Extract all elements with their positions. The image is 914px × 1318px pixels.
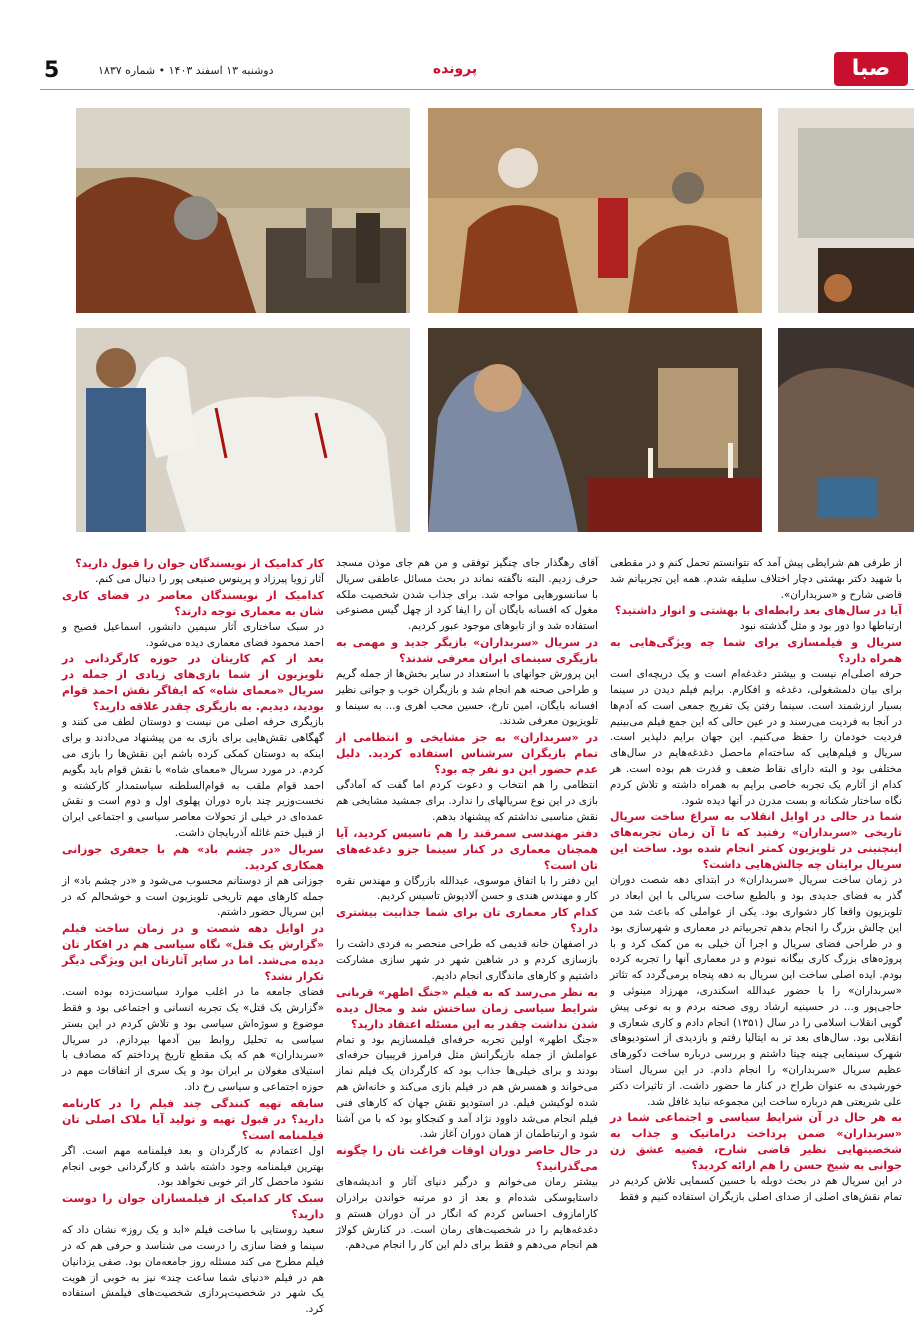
text-column-middle — [336, 556, 598, 1256]
photo-man-with-white-horse — [76, 328, 410, 532]
interview-answer: «جنگ اطهر» اولین تجربه حرفه‌ای فیلمسازیم بود و تمام عواملش از جمله بازیگرانش مثل فرامرز قریبیان حرفه‌ای بودند و برای خیلی‌ها جذاب بود که کارگردان یک فیلم نماز می‌خواند و همسرش هم در فیلم بازی می‌کند و خانه‌اش هم شده لوکیشن فیلم. در استودیو نقش جهان که کارهای فنی فیلم انجام می‌شد داوود نژاد آمد و کنجکاو بود که با من آشنا شود و ارتباطمان از همان دوران آغاز شد. — [336, 1033, 598, 1141]
interview-answer: ارتباطها دوا دور بود و مثل گذشته نبود — [740, 620, 902, 633]
page-number: 5 — [44, 58, 60, 83]
text-column-left — [62, 556, 324, 1316]
interview-answer: بیشتر رمان می‌خوانم و درگیر دنیای آثار و اندیشه‌های داستایوسکی شده‌ام و بعد از دو مرتبه خواندن برادران کارامازوف احساس کردم که انگار در آن دوران هستم و دغدغه‌هایم را در شخصیت‌های رمان است. در کنارش کولاژ هم انجام می‌دهم و فقط برای دلم این کار را انجام می‌دهم. — [336, 1176, 598, 1252]
interview-question: دفتر مهندسی سمرقند را هم تاسیس کردید، آیا همچنان معماری در کنار سینما جزو دغدغه‌های تان است؟ — [336, 826, 598, 872]
interview-answer: آقای رهگذار جای چنگیز توفقی و من هم جای موذن مسجد حرف زدیم. البته ناگفته نماند در بحث مسائل عاطفی سریال با سانسورهایی مواجه شد. برای جذاب شدن شخصیت ملکه مغول که افسانه بایگان آن را ایفا کرد از چهل گیس مصنوعی استفاده شد و از تابوهای موجود عبور کردیم. — [336, 557, 598, 633]
photo-scene-cropped — [778, 328, 914, 532]
interview-question: شما در حالی در اوایل انقلاب به سراغ ساخت سریال تاریخی «سربداران» رفتید که تا آن زمان تجربه‌های اینچنینی در تلویزیون کمتر انجام شده بود. ساخت این سریال برایتان چه چالش‌هایی داشت؟ — [610, 810, 902, 872]
interview-answer: در سبک ساختاری آثار سیمین دانشور، اسماعیل فصیح و احمد محمود فضای معماری دیده می‌شود. — [62, 620, 324, 649]
interview-answer: فضای جامعه ما در اغلب موارد سیاست‌زده بوده است. «گزارش یک قتل» یک تجربه انسانی و اجتماعی بود و فقط موضوع و سوژه‌اش سیاسی بود و تلاش کردم در این بستر سیاسی به تحلیل روابط بین آدمها بپردازم. در سریال «سربداران» هم که یک مقطع تاریخ پرداختم که مصادف با استیلای مغولان بر ایران بود و یک سری از اتفاقات مهم در حوزه اجتماعی و سیاسی رخ داد. — [62, 986, 324, 1093]
issue-info: دوشنبه ۱۳ اسفند ۱۴۰۳ • شماره ۱۸۳۷ — [98, 64, 274, 77]
section-title: پرونده — [432, 61, 478, 77]
interview-question: کار کدامیک از نویسندگان جوان را قبول دارید؟ — [75, 557, 324, 570]
interview-question: سبک کار کدامیک از فیلمسازان جوان را دوست دارید؟ — [62, 1192, 324, 1222]
photo-woman-in-hijab-with-candles — [428, 328, 762, 532]
interview-answer: سعید روستایی با ساخت فیلم «ابد و یک روز» نشان داد که سینما و فضا سازی را درست می شناسد و حرفی هم که در فیلم مطرح می کند مسئله روز جامعه‌مان بود. صفی یزدانیان هم در فیلم «دنیای شما ساعت چند» نیز به خوبی از هویت یک شهر در شخصیت‌پردازی شخصیت‌های فیلمش استفاده کرد. — [62, 1224, 324, 1316]
interview-answer: در این سریال هم در بحث دوبله با حسین کسمایی تلاش کردیم در تمام نقش‌های اصلی از صدای اصلی بازیگران استفاده کنیم و فقط — [610, 1175, 902, 1204]
publication-logo: صبا — [834, 52, 908, 86]
photo-men-on-horses — [428, 108, 762, 313]
text-column-right — [610, 556, 902, 1256]
interview-answer: بازیگری حرفه اصلی من نیست و دوستان لطف می کنند و گهگاهی نقش‌هایی برای بازی به من پیشنهاد می‌دادند و برای اینکه به دوستان کمکی کرده باشم این نقش‌ها را بازی می کردم. در مورد سریال «معمای شاه» با نقش قوام باید بگویم احمد قوام ملقب به قوام‌السلطنه سیاستمدار کارکشته و نخست‌وزیر چند باره دوران پهلوی اول و دوم است و نقش عمده‌ای در خیلی از تحولات معاصر سیاسی و اجتماعی ایران از قبیل ختم غائله آذربایجان داشت. — [62, 716, 324, 839]
interview-question: سریال «در چشم باد» هم با جعفری جوزانی همکاری کردید. — [62, 842, 324, 872]
interview-answer: آثار زویا پیرزاد و پرینوس صنیعی پور را دنبال می کنم. — [95, 573, 324, 585]
interview-answer: جوزانی هم از دوستانم محسوب می‌شود و «در چشم باد» از جمله کارهای مهم تاریخی تلویزیون است و خوشحالم که در این سریال حضور داشتم. — [62, 874, 324, 919]
interview-question: کدام کار معماری تان برای شما جذابیت بیشتری دارد؟ — [336, 906, 598, 936]
photo-horse-rider-battle — [76, 108, 410, 313]
interview-answer: انتظامی را هم انتخاب و دعوت کردم اما گفت که آمادگی بازی در این نوع سریالهای را ندارد. برای جمشید مشایخی هم نقش مناسبی نداشتم که پیشنهاد بدهم. — [336, 779, 598, 823]
interview-question: در حال حاضر دوران اوقات فراغت تان را چگونه می‌گذرانید؟ — [336, 1144, 598, 1174]
interview-question: بعد از کم کاریتان در حوزه کارگردانی در تلویزیون از شما بازی‌های زیادی از جمله در سریال «معمای شاه» که ایفاگر نقش احمد قوام بودید، دیدیم. به بازیگری چقدر علاقه دارید؟ — [62, 652, 324, 714]
interview-question: کدامیک از نویسندگان معاصر در فضای کاری شان به معماری توجه دارند؟ — [62, 588, 324, 618]
interview-question: به هر حال در آن شرایط سیاسی و اجتماعی شما در «سربداران» ضمن پرداخت دراماتیک و جذاب به شخصیتهایی نظیر قاضی شارح، قضیه عشق زن جوانی به شیخ حسن را هم ارائه کردید؟ — [610, 1111, 902, 1173]
interview-question: در اوایل دهه شصت و در زمان ساخت فیلم «گزارش یک قتل» نگاه سیاسی هم در افکار تان دیده می‌شد. اما در سایر آثارتان این ویژگی دیگر تکرار نشد؟ — [62, 922, 324, 984]
interview-question: به نظر می‌رسد که به فیلم «جنگ اطهر» قربانی شرایط سیاسی زمان ساختش شد و مجال دیده شدن نداشت چقدر به این مسئله اعتقاد دارید؟ — [336, 985, 598, 1031]
interview-question: سریال و فیلمسازی برای شما چه ویژگی‌هایی به همراه دارد؟ — [610, 636, 902, 666]
interview-question: در «سربداران» به جز مشایخی و انتظامی از تمام بازیگران سرشناس استفاده کردید. دلیل عدم حضور این دو نفر چه بود؟ — [336, 731, 598, 777]
interview-question: آیا در سال‌های بعد رابطه‌ای با بهشتی و انوار داشتید؟ — [614, 604, 902, 618]
photo-window-scene-cropped — [778, 108, 914, 313]
interview-answer: اول اعتمادم به کارگردان و بعد فیلمنامه مهم است. اگر بهترین فیلمنامه وجود داشته باشد و کارگردانی خوبی انجام نشود ماحصل کار اثر خوبی نخواهد بود. — [62, 1144, 324, 1189]
interview-answer: در اصفهان خانه قدیمی که طراحی منحصر به فردی داشت را بازسازی کردم و در شاهین شهر در شهر سازی مشارکت داشتیم و کارهای ماندگاری انجام دادیم. — [336, 938, 598, 982]
interview-answer: از طرفی هم شرایطی پیش آمد که نتوانستم تحمل کنم و در مقطعی با شهید دکتر بهشتی دچار اختلاف سلیقه شدم. همه این تجربیاتم شد قاضی شارح و «سربداران». — [610, 557, 902, 601]
header-rule — [40, 89, 914, 90]
interview-answer: در زمان ساخت سریال «سربداران» در ابتدای دهه شصت دوران گذر به فضای جدیدی بود و بالطبع ساخت سریالی با این ابعاد در تلویزیون واقعا کار دشواری بود. یکی از عواملی که باعث شد من این چالش بزرگ را انجام بدهم تجربیاتم در معماری و شهرسازی بود و در طراحی فضای سریال و اجرا آن خیلی به من کمک کرد و با پروژه‌های بزرگ کاری بیگانه نبودم و در معماری آنها را تجربه کرده بودم. ایده اصلی ساخت این سریال به دهه پنجاه برمی‌گردد که تئاتر «سربداران» را با حضور عبدالله اسکندری، مهرزاد مینوئی و حاجی‌پور و... در حسینیه ارشاد روی صحنه بردم و به نوعی پیش گویی انقلاب اسلامی را در سال (۱۳۵۱) انجام دادم و کاری شعاری و انقلابی بود. سال‌های بعد تر به ایتالیا رفتم و بازدیدی از استودیوهای شهرک سینمایی چینه چیتا داشتم و بررسی درباره ساخت دکورهای عظیم سریال «سربداران» را انجام دادم. در این سریال استاد خورشیدی به عنوان طراح در کنار ما حضور داشت. از تاثیرات دکتر علی شریعتی هم درباره ساخت این مجموعه نباید غافل شد. — [610, 874, 902, 1108]
interview-answer: حرفه اصلی‌ام نیست و بیشتر دغدغه‌ام است و یک دریچه‌ای است برای بیان دلمشغولی، دغدغه و افکارم. برایم فیلم دیدن در سینما بسیار ارزشمند است. سینما رفتن یک تفریح جمعی است که آدم‌ها در آنجا به فردیت می‌رسند و در عین حالی که این جمع فیلم می‌بینیم فردیت خودمان را حفظ می‌کنیم. این جهان برایم دلپذیر است. سریال و فیلم‌هایی که ساخته‌ام ماحصل دغدغه‌هایم در سال‌های مختلفی بود و البته دارای نقاط ضعف و قدرت هم بوده است. هر کدام از آثارم یک تجربه خاصی برایم به همراه داشته و تلاش کردم نگاه ساختار شکنانه و بست مدرن در آنها دیده شود. — [610, 668, 902, 807]
interview-question: سابقه تهیه کنندگی چند فیلم را در کارنامه دارید؟ در قبول تهیه و تولید آیا ملاک اصلی تان فیلمنامه است؟ — [62, 1096, 324, 1142]
interview-question: در سریال «سربداران» بازیگر جدید و مهمی به بازیگری سینمای ایران معرفی شدند؟ — [336, 635, 598, 665]
interview-answer: این پرورش جوانهای با استعداد در سایر بخش‌ها از جمله گریم و طراحی صحنه هم انجام شد و بازیگران خوب و جوانی نظیر افسانه بایگان، امین تارخ، حسین محب اهری و... به سینما و تلویزیون معرفی شدند. — [336, 667, 598, 728]
interview-answer: این دفتر را با اتفاق موسوی، عبدالله بازرگان و مهندس نقره کار و مهندس هندی و حسن آلادپوش تاسیس کردیم. — [336, 874, 598, 903]
